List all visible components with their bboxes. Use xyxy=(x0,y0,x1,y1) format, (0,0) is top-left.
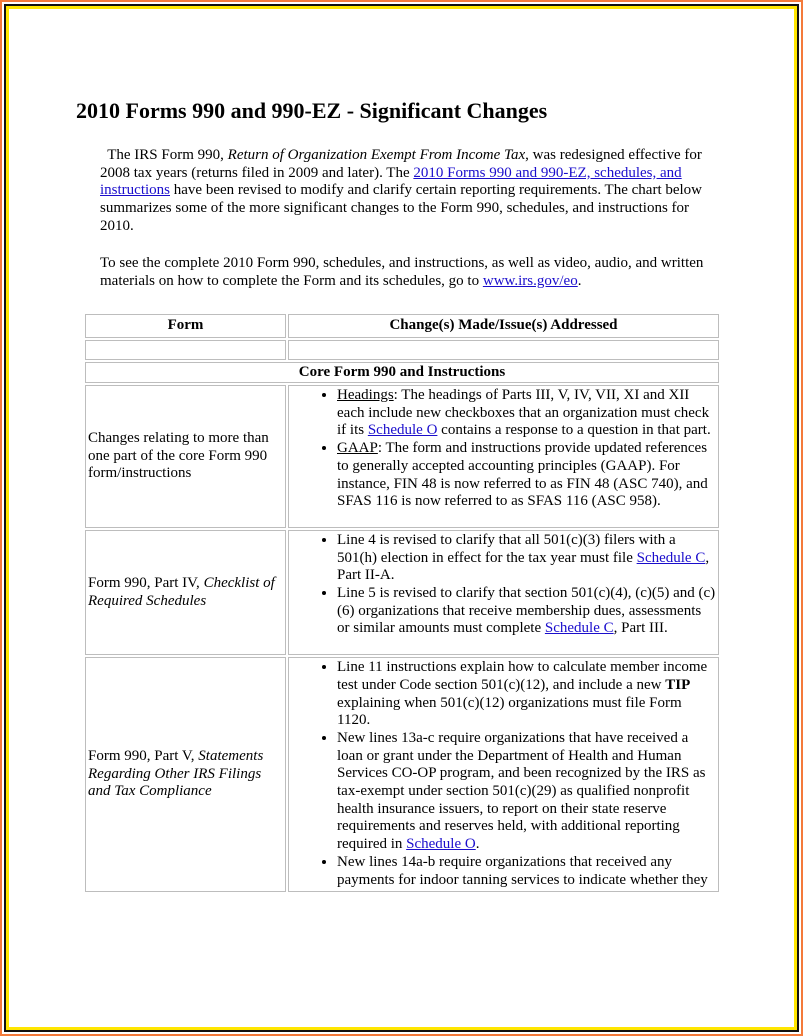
see-text: To see the complete 2010 Form 990, schedules, and instructions, as well as video, audio, and written materials on how to complete the Form and its schedules, go to xyxy=(100,255,704,289)
empty-cell xyxy=(288,340,719,360)
form-part-name: Statements Regarding Other IRS Filings and Tax Compliance xyxy=(88,748,264,800)
form-name: Return of Organization Exempt From Income Tax xyxy=(227,147,526,163)
intro-text: have been revised to modify and clarify certain reporting requirements. The chart below summarizes some of the more significant changes to the Form 990, schedules, and instructions for 2010. xyxy=(100,182,703,234)
form-part-name: Checklist of Required Schedules xyxy=(88,574,275,609)
list-item xyxy=(337,440,716,511)
item-text: , Part II-A. xyxy=(337,549,710,584)
item-text: Line 4 is revised to clarify that all 501(c)(3) filers with a 501(h) election in effect for the tax year must file xyxy=(337,531,676,566)
section-heading: Core Form 990 and Instructions xyxy=(85,362,719,383)
table-row xyxy=(85,657,719,892)
irs-eo-link[interactable]: www.irs.gov/eo xyxy=(482,272,578,289)
list-item xyxy=(337,730,716,854)
intro-text: The IRS Form 990, xyxy=(100,147,228,163)
list-item xyxy=(337,585,716,638)
item-text: New lines 13a-c require organizations that have received a loan or grant under the Department of Health and Human Services CO-OP program, and been recognized by the IRS as tax-exempt under section 501(c)(29) as qualified nonprofit health insurance issuers, to report on their state reserve requirements and reserves held, with additional reporting required in xyxy=(337,729,706,853)
page-title: 2010 Forms 990 and 990-EZ - Significant Changes xyxy=(76,98,548,123)
see-text: . xyxy=(577,272,582,289)
list-item xyxy=(337,387,716,440)
table-row xyxy=(85,530,719,655)
item-text: . xyxy=(475,836,480,853)
form-cell xyxy=(85,530,286,655)
item-text: contains a response to a question in that part. xyxy=(437,422,711,439)
item-text: Line 5 is revised to clarify that section 501(c)(4), (c)(5) and (c)(6) organizations that receive membership dues, assessments or similar amounts must complete xyxy=(337,585,716,637)
intro-paragraph xyxy=(100,147,710,236)
item-text: Line 11 instructions explain how to calculate member income test under Code section 501(c)(12), and include a new xyxy=(337,659,708,693)
item-text: : The form and instructions provide updated references to generally accepted accounting principles (GAAP). For instance, FIN 48 is now referred to as FIN 48 (ASC 740), and SFAS 116 is now referred to as SFAS 116 (ASC 958). xyxy=(337,440,708,510)
see-paragraph xyxy=(100,255,710,290)
item-text: , Part III. xyxy=(613,620,668,637)
header-changes: Change(s) Made/Issue(s) Addressed xyxy=(288,314,719,338)
item-text: New lines 14a-b require organizations that received any payments for indoor tanning services to indicate whether they xyxy=(337,853,708,888)
header-form: Form xyxy=(85,314,286,338)
changes-cell xyxy=(288,385,719,528)
list-item xyxy=(337,854,716,889)
item-label: Headings xyxy=(337,387,394,403)
forms-link[interactable]: 2010 Forms 990 and 990-EZ, schedules, and instructions xyxy=(100,164,682,199)
intro-text: , was redesigned effective for 2008 tax years (returns filed in 2009 and later). The xyxy=(100,147,702,181)
changes-cell xyxy=(288,530,719,655)
item-text: : The headings of Parts III, V, IV, VII, XI and XII each include new checkboxes that an organization must check if its xyxy=(337,387,710,439)
changes-cell xyxy=(288,657,719,892)
schedule-c-link[interactable]: Schedule C xyxy=(544,620,614,637)
list-item xyxy=(337,659,716,730)
form-text: Form 990, Part V, xyxy=(88,748,199,765)
list-item xyxy=(337,532,716,585)
schedule-o-link[interactable]: Schedule O xyxy=(367,422,438,439)
schedule-c-link[interactable]: Schedule C xyxy=(636,549,706,566)
empty-cell xyxy=(85,340,286,360)
form-text: Form 990, Part IV, xyxy=(88,574,204,591)
item-label: GAAP xyxy=(337,440,378,457)
tip-label: TIP xyxy=(665,676,691,693)
changes-table xyxy=(83,312,721,894)
form-cell xyxy=(85,657,286,892)
form-cell: Changes relating to more than one part of the core Form 990 form/instructions xyxy=(85,385,286,528)
schedule-o-link[interactable]: Schedule O xyxy=(406,836,476,853)
table-row xyxy=(85,385,719,528)
item-text: explaining when 501(c)(12) organizations must file Form 1120. xyxy=(337,694,682,729)
